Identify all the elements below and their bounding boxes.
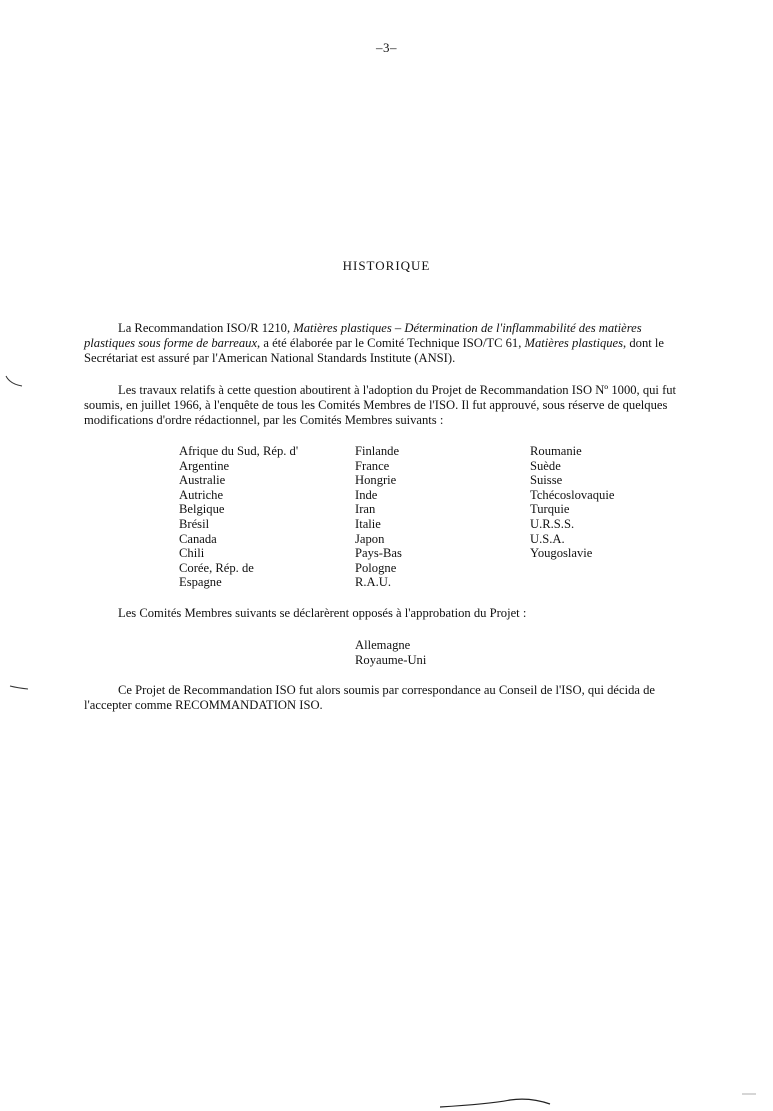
member-country: Afrique du Sud, Rép. d' (179, 444, 299, 458)
opposing-country: Royaume-Uni (355, 652, 427, 667)
member-country: Turquie (530, 502, 570, 517)
approving-members-column-1 (179, 444, 298, 590)
member-country: U.S.A. (530, 531, 565, 546)
member-country: Corée, Rép. de (179, 560, 254, 575)
member-country: Argentine (179, 458, 230, 473)
bottom-scan-stroke (430, 1094, 570, 1110)
member-country: Autriche (179, 487, 224, 502)
member-country: Yougoslavie (530, 546, 593, 561)
member-country: Espagne (179, 575, 222, 590)
paragraph-1-italic-title: Matières plastiques – Détermination de l'inflammabilité des matières plastiques sous forme de barreaux (84, 321, 642, 350)
member-country: Inde (355, 487, 378, 502)
approving-members-column-3 (530, 444, 614, 561)
member-country: Chili (179, 546, 205, 561)
member-country: Japon (355, 531, 385, 546)
member-country: Finlande (355, 444, 400, 458)
paragraph-1-text-b: , a été élaborée par le Comité Technique ISO/TC 61, (257, 336, 525, 350)
member-country: France (355, 458, 390, 473)
corner-scan-mark (738, 1090, 768, 1110)
member-country: Roumanie (530, 444, 582, 458)
member-country: Australie (179, 473, 226, 488)
section-heading: HISTORIQUE (342, 258, 431, 273)
member-country: Pologne (355, 560, 397, 575)
paragraph-1-italic-committee: Matières plastiques (524, 336, 624, 350)
margin-tick-mark (0, 370, 30, 390)
member-country: Belgique (179, 502, 225, 517)
member-country: Tchécoslovaquie (530, 487, 615, 502)
page-number: –3– (376, 40, 397, 55)
opposing-country: Allemagne (355, 638, 411, 652)
approving-members-column-2 (355, 444, 402, 590)
member-country: Iran (355, 502, 376, 517)
history-paragraph-1 (84, 321, 690, 366)
member-country: Canada (179, 531, 217, 546)
member-country: Hongrie (355, 473, 397, 488)
member-country: U.R.S.S. (530, 516, 575, 531)
member-country: Italie (355, 516, 381, 531)
margin-dash-mark (0, 680, 36, 694)
member-country: Suède (530, 458, 561, 473)
history-paragraph-4: Ce Projet de Recommandation ISO fut alors soumis par correspondance au Conseil de l'ISO, qui décida de l'accepter comme RECOMMANDATION ISO. (84, 683, 656, 712)
paragraph-1-text-c: , dont le Secrétariat est assuré par l'American National Standards Institute (ANSI). (84, 336, 664, 365)
paragraph-1-text-a: La Recommandation ISO/R 1210, (118, 321, 294, 335)
member-country: R.A.U. (355, 575, 392, 590)
member-country: Brésil (179, 516, 210, 531)
history-paragraph-2: Les travaux relatifs à cette question aboutirent à l'adoption du Projet de Recommandation ISO Nº 1000, qui fut soumis, en juillet 1966, à l'enquête de tous les Comités Membres de l'ISO. Il fut approuvé, sous réserve de quelques modifications d'ordre rédactionnel, par les Comités Membres suivants : (84, 383, 677, 427)
member-country: Pays-Bas (355, 546, 402, 561)
history-paragraph-3: Les Comités Membres suivants se déclarèrent opposés à l'approbation du Projet : (118, 606, 527, 620)
member-country: Suisse (530, 473, 563, 488)
opposing-members-list (355, 638, 426, 667)
